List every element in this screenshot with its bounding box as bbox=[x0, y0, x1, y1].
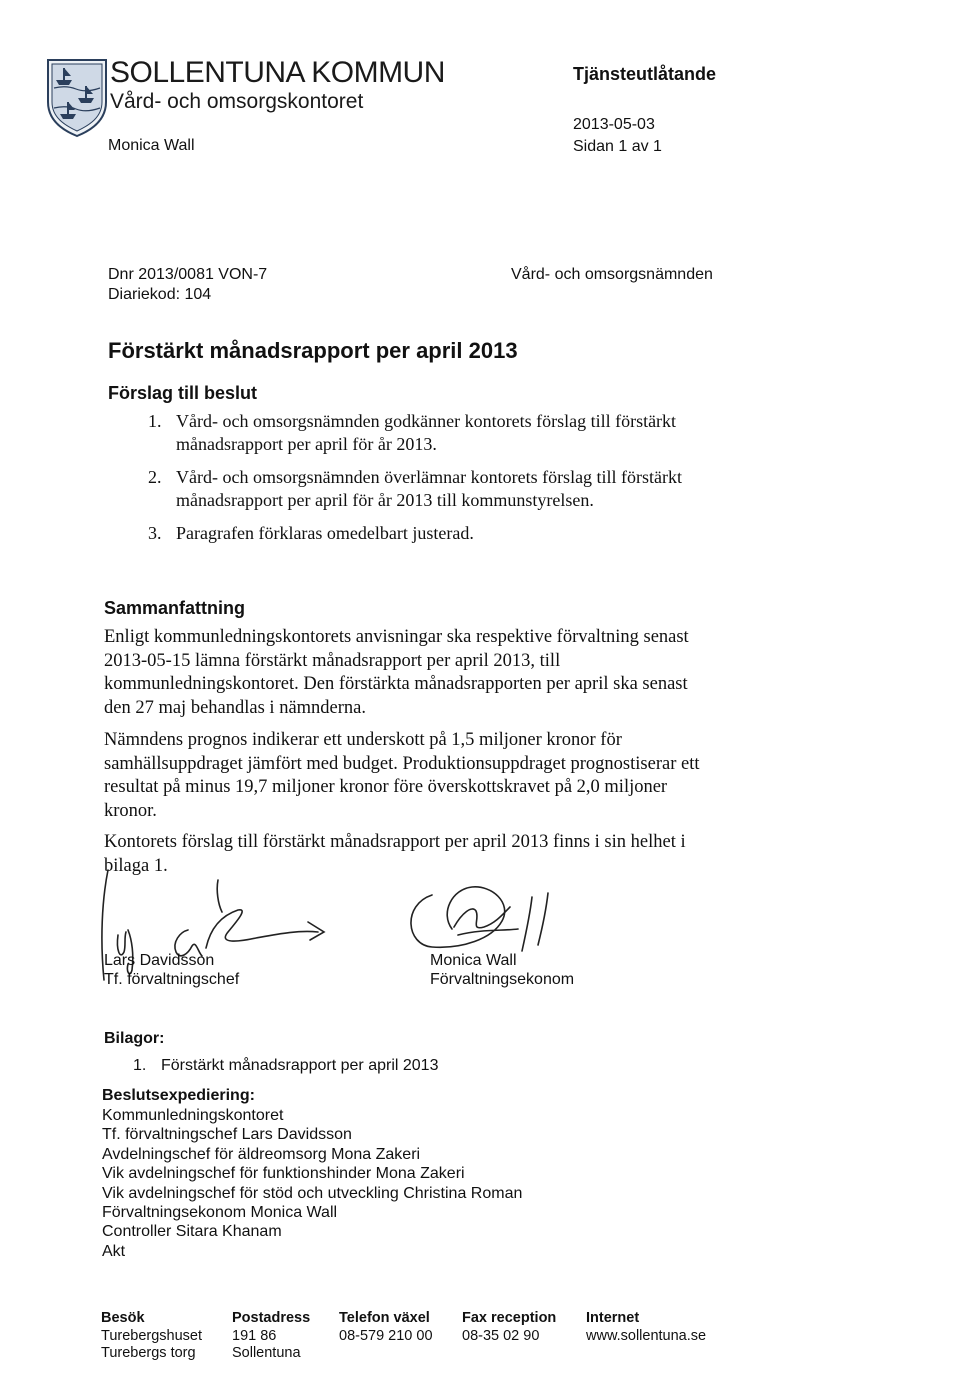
page-number: Sidan 1 av 1 bbox=[573, 138, 662, 155]
distribution-list bbox=[102, 1106, 522, 1261]
footer-line: 08-579 210 00 bbox=[339, 1327, 433, 1344]
distribution-item: Tf. förvaltningschef Lars Davidsson bbox=[102, 1126, 352, 1144]
attachment-text: Förstärkt månadsrapport per april 2013 bbox=[161, 1057, 439, 1074]
proposal-item-text: Paragrafen förklaras omedelbart justerad. bbox=[176, 523, 474, 543]
footer-heading: Internet bbox=[586, 1310, 640, 1326]
proposal-item-text: Vård- och omsorgsnämnden överlämnar kontorets förslag till förstärkt månadsrapport per april för år 2013 till kommunstyrelsen. bbox=[176, 467, 683, 510]
document-title: Förstärkt månadsrapport per april 2013 bbox=[108, 338, 518, 363]
summary-paragraph: Kontorets förslag till förstärkt månadsrapport per april 2013 finns i sin helhet i bilaga 1. bbox=[104, 832, 686, 876]
footer-line: 08-35 02 90 bbox=[462, 1327, 540, 1344]
signatory-title: Tf. förvaltningschef bbox=[104, 971, 240, 988]
proposal-item bbox=[148, 522, 768, 545]
distribution-heading: Beslutsexpediering: bbox=[102, 1087, 255, 1104]
distribution-item: Kommunledningskontoret bbox=[102, 1107, 284, 1124]
proposal-item bbox=[148, 410, 768, 456]
footer-fax bbox=[462, 1310, 556, 1345]
proposal-item-text: Vård- och omsorgsnämnden godkänner kontorets förslag till förstärkt månadsrapport per april för år 2013. bbox=[176, 411, 677, 454]
footer-heading: Telefon växel bbox=[339, 1310, 430, 1326]
document-date: 2013-05-03 bbox=[573, 116, 655, 133]
distribution-item: Controller Sitara Khanam bbox=[102, 1223, 282, 1241]
proposal-item-number: 3. bbox=[148, 523, 162, 543]
signatory-name: Monica Wall bbox=[430, 952, 517, 969]
proposal-item bbox=[148, 466, 768, 512]
footer-phone bbox=[339, 1310, 433, 1345]
footer-visit bbox=[101, 1310, 202, 1363]
attachment-number: 1. bbox=[133, 1057, 147, 1074]
footer-internet bbox=[586, 1310, 706, 1345]
department-name: Vård- och omsorgskontoret bbox=[110, 90, 364, 113]
summary-paragraph: Enligt kommunledningskontorets anvisningar ska respektive förvaltning senast 2013-05-15 lämna förstärkt månadsrapport per april 2013, till kommunledningskontoret. Den förstärkta månadsrapporten per april ska senast den 27 maj behandlas i nämnderna. bbox=[104, 627, 689, 718]
document-type: Tjänsteutlåtande bbox=[573, 64, 717, 84]
distribution-item: Vik avdelningschef för stöd och utveckling Christina Roman bbox=[102, 1184, 523, 1202]
footer-heading: Fax reception bbox=[462, 1310, 557, 1326]
proposal-item-number: 2. bbox=[148, 467, 162, 487]
summary-paragraph: Nämndens prognos indikerar ett underskott på 1,5 miljoner kronor för samhällsuppdraget jämfört med budget. Produktionsuppdraget prognostiserar ett resultat på minus 19,7 miljoner kronor före överskottskravet på 2,0 miljoner kronor. bbox=[104, 730, 700, 821]
proposal-item-number: 1. bbox=[148, 411, 162, 431]
attachments-heading: Bilagor: bbox=[104, 1030, 165, 1047]
footer-postal-address bbox=[232, 1310, 310, 1363]
footer-line: 191 86 bbox=[232, 1327, 277, 1344]
author-name: Monica Wall bbox=[108, 137, 195, 154]
summary-heading: Sammanfattning bbox=[104, 598, 246, 618]
footer-line: Turebergs torg bbox=[101, 1345, 196, 1361]
footer-line: Sollentuna bbox=[232, 1345, 301, 1361]
footer-line: www.sollentuna.se bbox=[586, 1327, 707, 1344]
distribution-item: Vik avdelningschef för funktionshinder Mona Zakeri bbox=[102, 1165, 465, 1183]
registration-number: Dnr 2013/0081 VON-7 bbox=[108, 266, 268, 283]
footer-heading: Besök bbox=[101, 1310, 145, 1326]
attachment-item bbox=[133, 1057, 438, 1075]
distribution-item: Akt bbox=[102, 1242, 126, 1260]
signatory-name: Lars Davidsson bbox=[104, 952, 215, 969]
distribution-item: Avdelningschef för äldreomsorg Mona Zakeri bbox=[102, 1145, 421, 1163]
coat-of-arms-icon bbox=[46, 58, 108, 138]
diary-code: Diariekod: 104 bbox=[108, 286, 212, 303]
proposal-heading: Förslag till beslut bbox=[108, 383, 258, 403]
recipient: Vård- och omsorgsnämnden bbox=[511, 266, 713, 283]
organization-name: SOLLENTUNA KOMMUN bbox=[110, 56, 445, 89]
distribution-item: Förvaltningsekonom Monica Wall bbox=[102, 1204, 338, 1222]
footer-line: Turebergshuset bbox=[101, 1327, 203, 1344]
proposal-list bbox=[148, 410, 768, 555]
footer-heading: Postadress bbox=[232, 1310, 311, 1326]
signatory-title: Förvaltningsekonom bbox=[430, 971, 575, 988]
